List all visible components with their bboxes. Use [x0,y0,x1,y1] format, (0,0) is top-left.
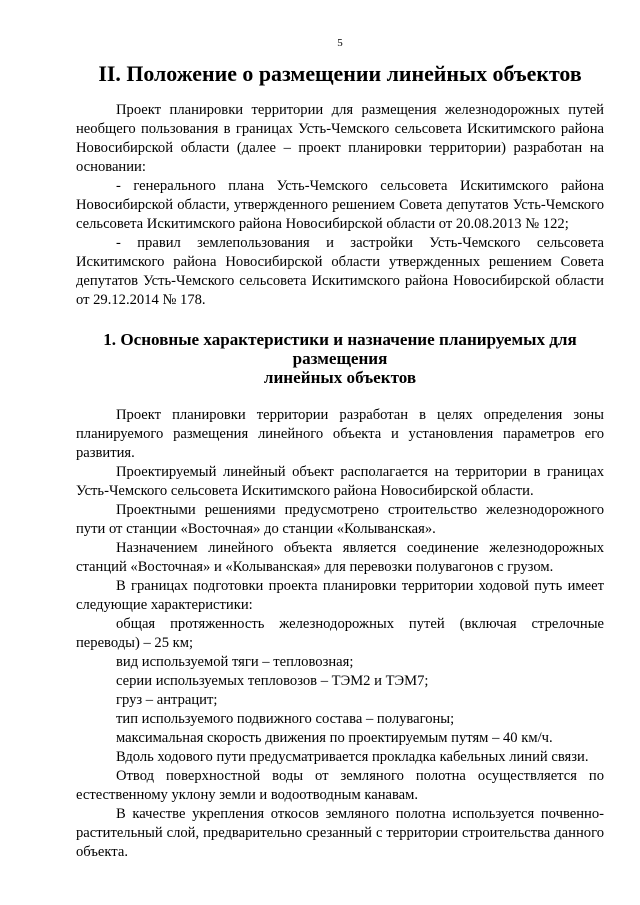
spacer [76,310,604,330]
subsection-heading-line1: 1. Основные характеристики и назначение планируемых для размещения [103,330,577,368]
paragraph-characteristics-intro: В границах подготовки проекта планировки территории ходовой путь имеет следующие характеристики: [76,578,604,613]
subsection-heading-line2: линейных объектов [263,368,417,387]
paragraph-location: Проектируемый линейный объект располагается на территории в границах Усть-Чемского сельсовета Искитимского района Новосибирской области. [76,464,604,499]
paragraph-construction: Проектными решениями предусмотрено строительство железнодорожного пути от станции «Восточная» до станции «Колыванская». [76,502,604,537]
characteristic-max-speed: максимальная скорость движения по проектируемым путям – 40 км/ч. [116,730,553,746]
section-heading: II. Положение о размещении линейных объектов [98,61,582,86]
subsection-heading [76,330,604,387]
paragraph-cable-lines: Вдоль ходового пути предусматривается прокладка кабельных линий связи. [116,749,589,765]
characteristic-length: общая протяженность железнодорожных путей (включая стрелочные переводы) – 25 км; [76,616,604,651]
characteristic-rolling-stock: тип используемого подвижного состава – полувагоны; [116,711,455,727]
characteristic-traction: вид используемой тяги – тепловозная; [116,654,354,670]
characteristic-cargo: груз – антрацит; [116,692,218,708]
characteristic-locomotives: серии используемых тепловозов – ТЭМ2 и ТЭМ7; [116,673,429,689]
paragraph-drainage: Отвод поверхностной воды от земляного полотна осуществляется по естественному уклону земли и водоотводным канавам. [76,768,604,803]
paragraph-designation: Назначением линейного объекта является соединение железнодорожных станций «Восточная» и «Колыванская» для перевозки полувагонов с грузом. [76,540,604,575]
paragraph-general-plan: - генерального плана Усть-Чемского сельсовета Искитимского района Новосибирской области, утвержденного решением Совета депутатов Усть-Чемского сельсовета Искитимского района Новосибирской области от 20.08.2013 № 122; [76,178,604,232]
paragraph-slope-reinforcement: В качестве укрепления откосов земляного полотна используется почвенно-растительный слой, предварительно срезанный с территории строительства данного объекта. [76,806,604,860]
paragraph-purpose: Проект планировки территории разработан в целях определения зоны планируемого размещения линейного объекта и установления параметров его развития. [76,407,604,461]
page-number: 5 [337,37,343,49]
spacer [76,387,604,406]
paragraph-basis: Проект планировки территории для размещения железнодорожных путей необщего пользования в границах Усть-Чемского сельсовета Искитимского района Новосибирской области (далее – проект планировки территории) разработан на основании: [76,102,604,175]
paragraph-land-use-rules: - правил землепользования и застройки Усть-Чемского сельсовета Искитимского района Новосибирской области утвержденных решением Совета депутатов Усть-Чемского сельсовета Искитимского района Новосибирской области от 29.12.2014 № 178. [76,235,604,308]
